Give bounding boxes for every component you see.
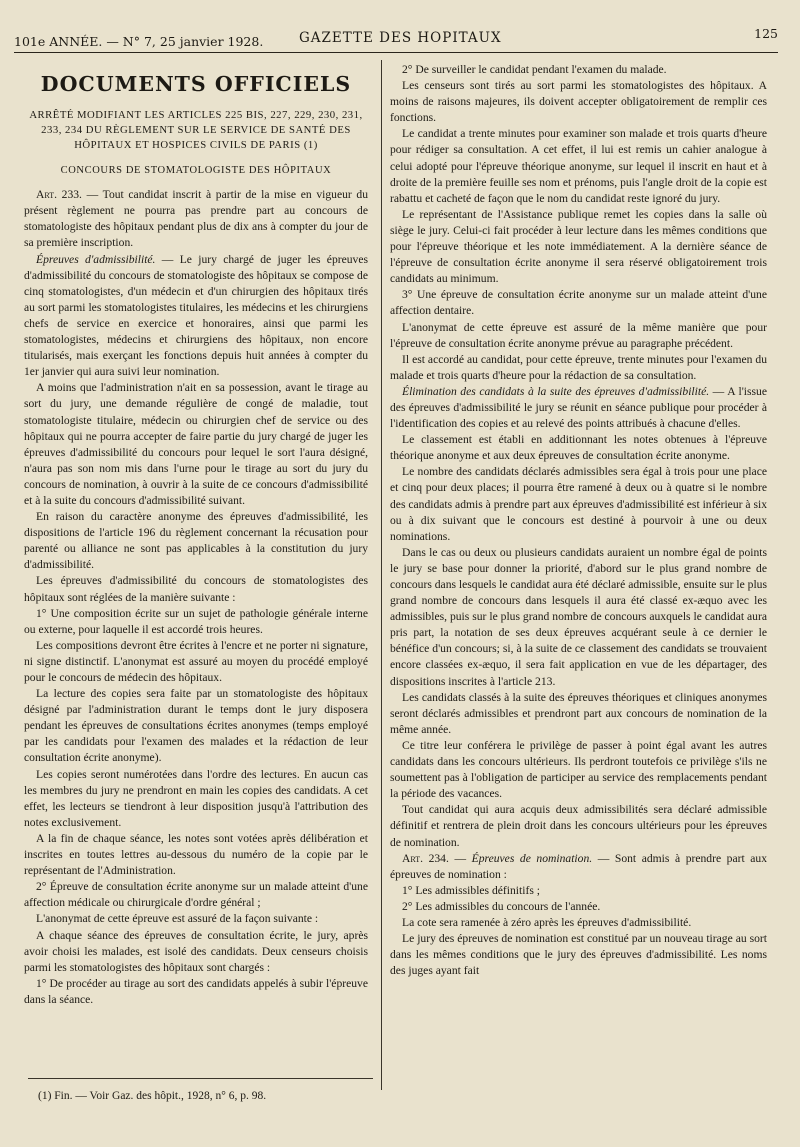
section-title: DOCUMENTS OFFICIELS	[40, 72, 352, 96]
paragraph: A moins que l'administration n'ait en sa possession, avant le tirage au sort du jury, une demande régulière de congé de maladie, tout stomatologiste titulaire, médecin ou chirurgien chef de service ou des hôpitaux qui ne pourra accepter de faire partie du jury chargé de juger les épreuves d'admissibilité du concours pour lequel le sort l'aura désigné, n'aura pas son nom mis dans l'urne pour le tirage au sort du jury du concours de nomination, à ouvrir à la suite de ce concours d'admissibilité et à la suite du concours d'admissibilité suivant.	[24, 381, 368, 507]
paragraph: 1° Une composition écrite sur un sujet de pathologie générale interne ou externe, pour laquelle il est accordé trois heures.	[24, 606, 368, 636]
article-234-label: Art. 234.	[402, 851, 449, 865]
paragraph: Tout candidat qui aura acquis deux admissibilités sera déclaré admissible définitif et rentrera de plein droit dans les concours ultérieurs pour les épreuves de nomination.	[390, 803, 767, 849]
paragraph: Les candidats classés à la suite des épreuves théoriques et cliniques anonymes seront déclarés admissibles et prendront part aux concours de nomination de la même année.	[390, 690, 767, 736]
paragraph: A la fin de chaque séance, les notes sont votées après délibération et inscrites en toutes lettres au-dessous du numéro de la copie par le représentant de l'Administration.	[24, 831, 368, 878]
admissibility-text: — Le jury chargé de juger les épreuves d'admissibilité du concours de stomatologiste des hôpitaux se compose de cinq stomatologistes, d'un médecin et d'un chirurgien des hôpitaux tirés au sort parmi les stomatologistes titulaires, les médecins et les chirurgiens chefs de service en exercice et honoraires, ainsi que parmi les stomatologistes, médecins et chirurgiens des hôpitaux, non encore titularisés, mais exerçant les fonctions depuis huit années à compter du 1er janvier qui aura suivi leur nomination.	[24, 252, 368, 379]
decree-heading: ARRÊTÉ MODIFIANT LES ARTICLES 225 BIS, 227, 229, 230, 231, 233, 234 DU RÈGLEMENT SUR LE SERVICE DE SANTÉ DES HÔPITAUX ET HOSPICES CIVILS DE PARIS (1)	[29, 109, 363, 152]
right-column	[390, 62, 767, 979]
article-233-label: Art. 233.	[36, 188, 82, 202]
paragraph: La lecture des copies sera faite par un stomatologiste des hôpitaux désigné par l'administration durant le temps dont le jury disposera pendant les épreuves de consultations écrites anonymes (temps employé par les candidats pour l'examen des malades et la rédaction de leur consultation écrite anonyme).	[24, 687, 368, 765]
footnote: (1) Fin. — Voir Gaz. des hôpit., 1928, n° 6, p. 98.	[38, 1090, 267, 1102]
admissibility-paragraph	[24, 252, 368, 381]
paragraph: Les copies seront numérotées dans l'ordre des lectures. En aucun cas les membres du jury ne prendront en main les copies des candidats. A cet effet, les lecteurs se tiendront à leur disposition jusqu'à l'attribution des notes exclusivement.	[24, 767, 368, 829]
paragraph: Le représentant de l'Assistance publique remet les copies dans la salle où siège le jury. Celui-ci fait procéder à leur lecture dans les mêmes conditions que pour l'épreuve théorique et les note immédiatement. A la dernière séance de l'épreuve de consultation écrite anonyme il sera réservé obligatoirement trois candidats au minimum.	[390, 207, 767, 286]
paragraph: 1° De procéder au tirage au sort des candidats appelés à subir l'épreuve dans la séance.	[24, 976, 368, 1006]
paragraph: En raison du caractère anonyme des épreuves d'admissibilité, les dispositions de l'article 196 du règlement concernant la récusation pour parenté ou alliance ne sont pas applicables à la constitution du jury d'admissibilité.	[24, 510, 368, 572]
journal-title: GAZETTE DES HOPITAUX	[299, 30, 502, 46]
elimination-text: — A l'issue des épreuves d'admissibilité le jury se réunit en séance publique pour procéder à l'identification des copies et au relevé des points attribués à chacune d'elles.	[390, 384, 767, 431]
paragraph: Le candidat a trente minutes pour examiner son malade et trois quarts d'heure pour rédiger sa consultation. A cet effet, il lui est remis un cahier analogue à celui adopté pour l'épreuve théorique anonyme, sur lequel il inscrit en haut et à droite de la première feuille ses nom et prénoms, puis l'angle droit de la copie est rabattu et cacheté de façon que le nom du candidat reste ignoré du jury.	[390, 127, 767, 205]
paragraph: Ce titre leur conférera le privilège de passer à point égal avant les autres candidats dans les concours ultérieurs. Ils perdront toutefois ce privilège s'ils ne soumettent pas à l'obligation de participer au service des remplacements pendant la période des vacances.	[390, 738, 767, 801]
paragraph: 3° Une épreuve de consultation écrite anonyme sur un malade atteint d'une affection dentaire.	[390, 288, 767, 318]
paragraph: A chaque séance des épreuves de consultation écrite, le jury, après avoir choisi les malades, est isolé des candidats. Deux censeurs choisis parmi les stomatologistes des hôpitaux sont chargés :	[24, 928, 368, 974]
elimination-label: Élimination des candidats à la suite des épreuves d'admissibilité.	[402, 384, 710, 398]
admissibility-label: Épreuves d'admissibilité.	[36, 252, 156, 266]
issue-info: 101e ANNÉE. — N° 7, 25 janvier 1928.	[14, 34, 264, 49]
article-234-text: — Sont admis à prendre part aux épreuves de nomination :	[390, 851, 768, 881]
footnote-rule	[28, 1078, 373, 1079]
paragraph: Dans le cas ou deux ou plusieurs candidats auraient un nombre égal de points le jury se base pour donner la priorité, d'abord sur le plus grand nombre de concours dans lesquels le candidat aura été déclaré admissible, ensuite sur le plus grand nombre de concours dans lesquels il aura été classé ex-æquo avec les admissibles, puis sur le plus grand nombre de concours auxquels le candidat aura pris part, la notation de ses deux épreuves acquérant seule à ce dernier le bénéfice d'un concours; si, à la suite de ce classement des candidats se trouvaient encore classées ex-æquo, il sera fait application en vue de les départager, des dispositions inscrites à l'article 213.	[390, 545, 767, 688]
left-column	[24, 62, 368, 1008]
paragraph: L'anonymat de cette épreuve est assuré de la façon suivante :	[36, 912, 319, 926]
paragraph: 2° Les admissibles du concours de l'année.	[402, 899, 601, 913]
article-234-dash: —	[448, 851, 472, 865]
paragraph: L'anonymat de cette épreuve est assuré de la même manière que pour l'épreuve de consultation écrite anonyme prévue au paragraphe précédent.	[390, 320, 767, 350]
page-number: 125	[754, 26, 778, 41]
article-233-text: — Tout candidat inscrit à partir de la mise en vigueur du présent règlement ne pourra pas prendre part au concours de stomatologiste des hôpitaux pendant plus de dix ans à compter du jour de sa première inscription.	[24, 188, 368, 250]
paragraph: 2° De surveiller le candidat pendant l'examen du malade.	[402, 63, 667, 76]
paragraph: Les épreuves d'admissibilité du concours de stomatologistes des hôpitaux sont réglées de la manière suivante :	[24, 574, 368, 604]
paragraph: Il est accordé au candidat, pour cette épreuve, trente minutes pour l'examen du malade et trois quarts d'heure pour la rédaction de sa consultation.	[390, 352, 767, 382]
paragraph: La cote sera ramenée à zéro après les épreuves d'admissibilité.	[402, 915, 692, 929]
elimination-paragraph	[390, 384, 767, 432]
paragraph: Le classement est établi en additionnant les notes obtenues à l'épreuve théorique anonyme et aux deux épreuves de consultation écrite anonyme.	[390, 433, 767, 463]
paragraph: 1° Les admissibles définitifs ;	[402, 883, 540, 897]
article-234-title: Épreuves de nomination.	[471, 851, 593, 865]
column-divider	[381, 60, 382, 1090]
concours-heading: CONCOURS DE STOMATOLOGISTE DES HÔPITAUX	[60, 165, 332, 177]
paragraph: Le nombre des candidats déclarés admissibles sera égal à trois pour une place et cinq pour deux places; il pourra être ramené à deux ou à quatre si le nombre des candidats admis à prendre part aux épreuves d'admissibilité est inférieur à six ou à dix suivant que le concours est destiné à pourvoir à une ou deux nominations.	[390, 465, 767, 543]
paragraph: Les compositions devront être écrites à l'encre et ne porter ni signature, ni signe distinctif. L'anonymat est assuré au moyen du procédé employé pour le concours de médecin des hôpitaux.	[24, 638, 368, 684]
paragraph: Le jury des épreuves de nomination est constitué par un nouveau tirage au sort dans les mêmes conditions que le jury des épreuves d'admissibilité. Les noms des juges ayant fait	[390, 932, 767, 978]
article-233	[24, 187, 368, 251]
article-234	[390, 851, 767, 883]
paragraph: 2° Épreuve de consultation écrite anonyme sur un malade atteint d'une affection médicale ou chirurgicale d'ordre général ;	[24, 880, 368, 910]
paragraph: Les censeurs sont tirés au sort parmi les stomatologistes des hôpitaux. A moins de raisons majeures, ils doivent accepter obligatoirement de remplir ces fonctions.	[390, 79, 767, 125]
page-header	[14, 26, 778, 48]
header-rule	[14, 52, 778, 53]
